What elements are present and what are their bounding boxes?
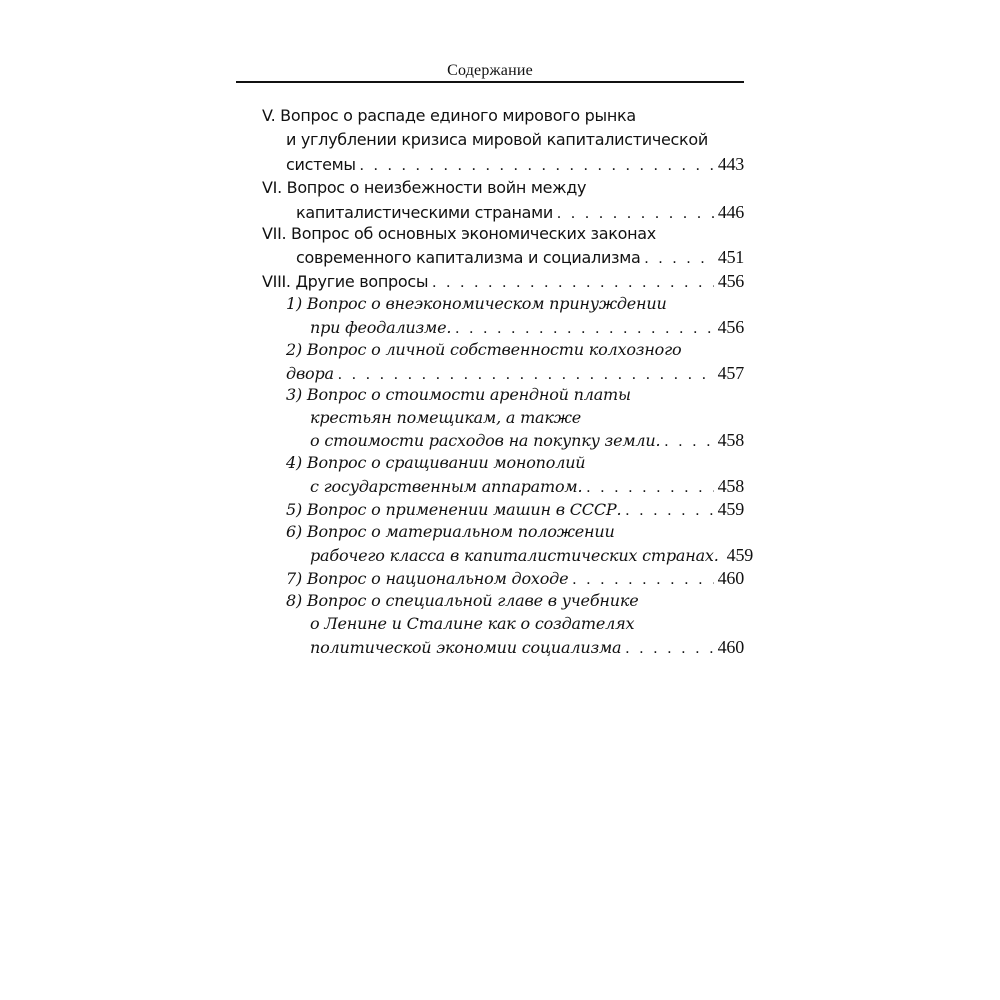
toc-entry-6-page: 446 [717,202,744,222]
toc-entry-8-line-1: VIII. Другие вопросы . . . 456 [262,269,744,293]
toc-sub-6-line-2: рабочего класса в капиталистических странах. 459 [310,545,754,565]
toc-entry-6-line-2: капиталистическими странами . . . 446 [296,200,744,224]
toc-sub-2-page: 457 [717,363,744,383]
toc-sub-8-line-2: о Ленине и Сталине как о создателях [310,614,635,633]
toc-entry-7-page: 451 [717,247,744,267]
toc-entry-5-page: 443 [717,154,744,174]
toc-entry-5-line-2: и углублении кризиса мировой капиталистической [286,130,709,149]
toc-sub-3-line-1: 3) Вопрос о стоимости арендной платы [286,385,631,404]
running-head-title: Содержание [447,62,533,79]
toc-entry-5-line-1: V. Вопрос о распаде единого мирового рынка [262,106,636,125]
toc-sub-7-line-1: 7) Вопрос о национальном доходе . . . 460 [286,566,744,590]
dot-leader [360,154,714,178]
toc-entry-5-line-3: системы . . . 443 [286,152,744,176]
toc-sub-4-page: 458 [717,476,744,496]
toc-sub-3-line-3: о стоимости расходов на покупку земли. . . . 458 [310,428,744,452]
toc-sub-2-line-2: двора . . . 457 [286,361,744,385]
toc-sub-3-page: 458 [717,430,744,450]
toc-sub-5-page: 459 [717,499,744,519]
toc-entry-7-line-2: современного капитализма и социализма . . . 451 [296,245,744,269]
toc-sub-4-line-1: 4) Вопрос о сращивании монополий [286,453,586,472]
toc-sub-8-line-3: политической экономии социализма . . . 460 [310,635,744,659]
toc-sub-8-line-1: 8) Вопрос о специальной главе в учебнике [286,591,639,610]
dot-leader [625,499,713,523]
toc-sub-7-page: 460 [717,568,744,588]
toc-sub-1-line-2: при феодализме. . . . 456 [310,315,744,339]
toc-sub-5-line-1: 5) Вопрос о применении машин в СССР. . . . 459 [286,497,744,521]
toc-sub-2-line-1: 2) Вопрос о личной собственности колхозного [286,340,682,359]
dot-leader [645,247,714,271]
toc-entry-6-line-1: VI. Вопрос о неизбежности войн между [262,178,587,197]
toc-sub-1-page: 456 [717,317,744,337]
dot-leader [625,637,713,661]
toc-entry-7-line-1: VII. Вопрос об основных экономических законах [262,224,656,243]
dot-leader [664,430,713,454]
toc-sub-1-line-1: 1) Вопрос о внеэкономическом принуждении [286,294,667,313]
toc-sub-6-page: 459 [726,545,754,565]
toc-sub-6-line-1: 6) Вопрос о материальном положении [286,522,615,541]
toc-sub-8-page: 460 [717,637,744,657]
toc-entry-8-page: 456 [717,271,744,291]
toc-sub-3-line-2: крестьян помещикам, а также [310,408,581,427]
toc-sub-4-line-2: с государственным аппаратом. . . . 458 [310,474,744,498]
